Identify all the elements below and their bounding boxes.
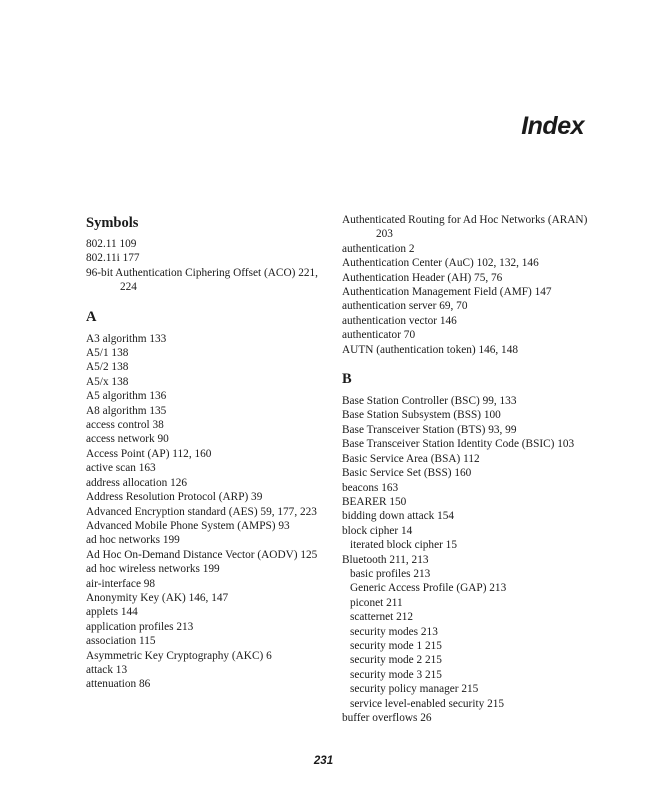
index-entry: Base Transceiver Station Identity Code (BSIC) 103 [342, 438, 575, 451]
index-entry: Authentication Center (AuC) 102, 132, 146 [342, 257, 539, 270]
index-subentry: security policy manager 215 [350, 683, 479, 696]
index-entry: Advanced Encryption standard (AES) 59, 177, 223 [86, 505, 317, 518]
a-entry-list [86, 332, 324, 692]
index-entry: authentication server 69, 70 [342, 300, 468, 313]
symbols-entry-list [86, 237, 324, 295]
index-entry: access network 90 [86, 433, 169, 446]
section-heading-symbols: Symbols [86, 215, 139, 231]
index-entry: A5/x 138 [86, 375, 129, 388]
left-column [86, 213, 324, 692]
index-subentry: security mode 1 215 [350, 639, 442, 652]
index-subentry: piconet 211 [350, 596, 403, 609]
index-entry: attack 13 [86, 663, 128, 676]
page-number: 231 [313, 755, 334, 767]
index-entry: Authentication Management Field (AMF) 147 [342, 286, 552, 299]
index-entry: block cipher 14 [342, 524, 413, 537]
index-subentry: scatternet 212 [350, 611, 414, 624]
index-subentry: service level-enabled security 215 [350, 697, 505, 710]
index-entry: ad hoc networks 199 [86, 534, 180, 547]
index-entry: Basic Service Area (BSA) 112 [342, 452, 480, 465]
index-entry: Access Point (AP) 112, 160 [86, 447, 212, 460]
index-entry: ad hoc wireless networks 199 [86, 563, 220, 576]
index-entry: address allocation 126 [86, 476, 188, 489]
index-entry: Base Station Controller (BSC) 99, 133 [342, 395, 517, 408]
index-entry: BEARER 150 [342, 495, 407, 508]
index-subentry: basic profiles 213 [350, 567, 431, 580]
index-entry: Base Transceiver Station (BTS) 93, 99 [342, 423, 517, 436]
index-entry: authentication vector 146 [342, 314, 457, 327]
index-entry: bidding down attack 154 [342, 510, 455, 523]
index-subentry: security modes 213 [350, 625, 438, 638]
index-entry: Base Station Subsystem (BSS) 100 [342, 409, 501, 422]
index-subentry: security mode 2 215 [350, 654, 442, 667]
index-entry: buffer overflows 26 [342, 712, 432, 724]
index-entry: 802.11i 177 [86, 252, 140, 265]
index-entry: A5 algorithm 136 [86, 390, 167, 403]
index-entry: Bluetooth 211, 213 [342, 553, 429, 566]
index-entry: Address Resolution Protocol (ARP) 39 [86, 491, 263, 504]
index-entry: Ad Hoc On-Demand Distance Vector (AODV) 125 [86, 548, 318, 561]
index-entry: Basic Service Set (BSS) 160 [342, 467, 472, 480]
right-column [342, 213, 602, 725]
index-entry: active scan 163 [86, 462, 156, 475]
index-entry: A5/2 138 [86, 361, 129, 374]
index-entry: Authentication Header (AH) 75, 76 [342, 271, 503, 284]
index-entry: Asymmetric Key Cryptography (AKC) 6 [86, 649, 272, 662]
section-heading-b: B [342, 371, 352, 388]
index-entry: Anonymity Key (AK) 146, 147 [86, 591, 229, 604]
index-entry: authenticator 70 [342, 329, 416, 342]
b-entry-list [342, 394, 602, 725]
index-entry: attenuation 86 [86, 678, 151, 691]
index-entry: AUTN (authentication token) 146, 148 [342, 343, 519, 356]
index-subentry: security mode 3 215 [350, 668, 442, 681]
index-entry: access control 38 [86, 419, 164, 432]
index-entry: authentication 2 [342, 242, 415, 255]
index-entry: air-interface 98 [86, 577, 156, 590]
index-entry: 802.11 109 [86, 238, 137, 250]
section-heading-a: A [86, 308, 97, 325]
index-entry: beacons 163 [342, 481, 399, 494]
index-entry: A8 algorithm 135 [86, 404, 167, 417]
index-title: Index [521, 112, 584, 140]
index-subentry: iterated block cipher 15 [350, 539, 457, 552]
index-entry: applets 144 [86, 606, 138, 619]
index-entry: application profiles 213 [86, 620, 194, 633]
index-entry: Advanced Mobile Phone System (AMPS) 93 [86, 519, 290, 532]
index-entry: 96-bit Authentication Ciphering Offset (ACO) 221, 224 [86, 266, 318, 294]
index-entry: A3 algorithm 133 [86, 332, 167, 345]
index-entry: A5/1 138 [86, 347, 129, 360]
index-subentry: Generic Access Profile (GAP) 213 [350, 582, 507, 595]
index-entry: association 115 [86, 635, 156, 648]
a-continued-entry-list [342, 213, 602, 357]
index-entry: Authenticated Routing for Ad Hoc Networks (ARAN) 203 [342, 214, 588, 241]
